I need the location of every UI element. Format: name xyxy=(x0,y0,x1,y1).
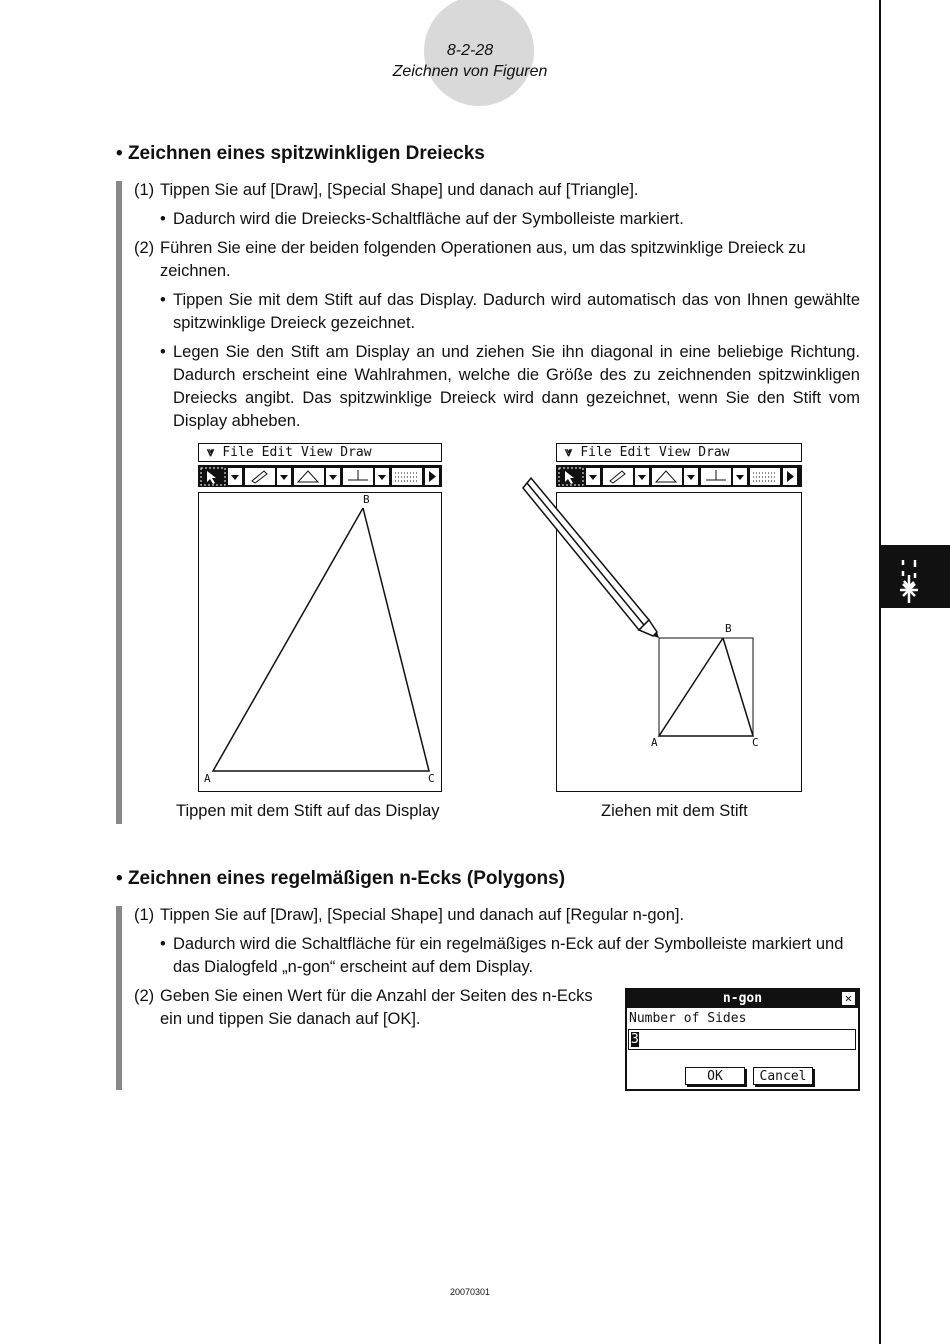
bullet-text: Legen Sie den Stift am Display an und ziehen Sie ihn diagonal in eine beliebige Richtung. Dadurch erscheint eine Wahlrahmen, welche die Größe des zu zeichnenden spitzwinkligen Dreiecks angibt. Das spitzwinklige Dreieck wird dann gezeichnet, wenn Sie den Stift vom Display abheben. xyxy=(173,343,860,430)
cancel-button[interactable]: Cancel xyxy=(753,1067,813,1085)
triangle-drawing xyxy=(199,493,440,790)
section-number: 8-2-28 xyxy=(446,42,494,59)
calc-screen-tap xyxy=(198,443,442,792)
step-text: Tippen Sie auf [Draw], [Special Shape] und danach auf [Regular n-gon]. xyxy=(160,906,685,924)
step-number: (2) xyxy=(134,987,155,1005)
section2-step1 xyxy=(134,904,860,927)
bullet-dot: • xyxy=(160,291,166,309)
toolbar xyxy=(198,465,442,487)
menu-draw[interactable]: Draw xyxy=(698,445,730,460)
section1-step2-bullet2 xyxy=(160,341,860,433)
menu-view[interactable]: View xyxy=(300,445,333,460)
ngon-dialog xyxy=(625,988,860,1091)
geometry-icon xyxy=(881,545,950,608)
menu-view[interactable]: View xyxy=(658,445,691,460)
menu-file[interactable]: File xyxy=(580,445,612,460)
point-label-b: B xyxy=(725,622,732,635)
step-text: Führen Sie eine der beiden folgenden Operationen aus, um das spitzwinklige Dreieck zu zeichnen. xyxy=(160,239,806,280)
caption-drag: Ziehen mit dem Stift xyxy=(601,802,748,820)
section1-sidebar-bar xyxy=(116,181,122,824)
menu-bar xyxy=(556,443,802,462)
heading-bullet: • xyxy=(116,143,123,164)
section1-step2-bullet1 xyxy=(160,289,860,335)
step-number: (1) xyxy=(134,906,155,924)
caption-tap: Tippen mit dem Stift auf das Display xyxy=(176,802,440,820)
section1-step2 xyxy=(134,237,860,283)
menu-chevron-icon[interactable]: ⩔ xyxy=(565,445,573,460)
point-label-c: C xyxy=(428,772,435,785)
number-of-sides-input[interactable] xyxy=(628,1029,856,1050)
menu-bar xyxy=(198,443,442,462)
bullet-text: Dadurch wird die Schaltfläche für ein regelmäßiges n-Eck auf der Symbolleiste markiert und das Dialogfeld „n-gon“ erscheint auf dem Display. xyxy=(173,935,844,976)
ok-button[interactable]: OK xyxy=(685,1067,745,1085)
section1-step1-bullet xyxy=(160,208,860,231)
menu-file[interactable]: File xyxy=(222,445,254,460)
chapter-tab xyxy=(881,545,950,608)
page-edge-rule xyxy=(879,0,881,1344)
point-label-c: C xyxy=(752,736,759,749)
step-text: Geben Sie einen Wert für die Anzahl der Seiten des n-Ecks ein und tippen Sie danach auf [OK]. xyxy=(160,987,593,1028)
point-label-a: A xyxy=(651,736,658,749)
stylus-icon xyxy=(515,470,665,645)
section1-heading-text: Zeichnen eines spitzwinkligen Dreiecks xyxy=(127,143,485,164)
section1-step1 xyxy=(134,179,860,202)
section1-heading xyxy=(116,143,485,165)
number-of-sides-value: 3 xyxy=(631,1032,639,1047)
footer-code: 20070301 xyxy=(449,1287,491,1297)
bullet-dot: • xyxy=(160,343,166,361)
bullet-text: Tippen Sie mit dem Stift auf das Display. Dadurch wird automatisch das von Ihnen gewählte spitzwinklige Dreieck gezeichnet. xyxy=(173,291,860,332)
section2-heading xyxy=(116,868,565,890)
step-number: (2) xyxy=(134,239,155,257)
section2-step2 xyxy=(134,985,594,1031)
heading-bullet: • xyxy=(116,868,123,889)
drawing-area[interactable] xyxy=(198,492,442,792)
section2-sidebar-bar xyxy=(116,906,122,1090)
dialog-title: n-gon xyxy=(722,991,763,1006)
section-title: Zeichnen von Figuren xyxy=(392,63,548,80)
toolbar-icons xyxy=(198,465,442,487)
step-text: Tippen Sie auf [Draw], [Special Shape] und danach auf [Triangle]. xyxy=(160,181,639,199)
point-label-b: B xyxy=(363,493,370,506)
bullet-dot: • xyxy=(160,935,166,953)
bullet-dot: • xyxy=(160,210,166,228)
step-number: (1) xyxy=(134,181,155,199)
dialog-title-bar xyxy=(627,990,858,1008)
section2-heading-text: Zeichnen eines regelmäßigen n-Ecks (Polygons) xyxy=(127,868,566,889)
close-icon[interactable]: ✕ xyxy=(842,992,855,1005)
menu-edit[interactable]: Edit xyxy=(619,445,651,460)
bullet-text: Dadurch wird die Dreiecks-Schaltfläche auf der Symbolleiste markiert. xyxy=(173,210,684,228)
point-label-a: A xyxy=(204,772,211,785)
menu-edit[interactable]: Edit xyxy=(261,445,293,460)
menu-chevron-icon[interactable]: ⩔ xyxy=(207,445,215,460)
number-of-sides-label: Number of Sides xyxy=(629,1011,747,1026)
menu-draw[interactable]: Draw xyxy=(340,445,372,460)
section2-step1-bullet xyxy=(160,933,860,979)
